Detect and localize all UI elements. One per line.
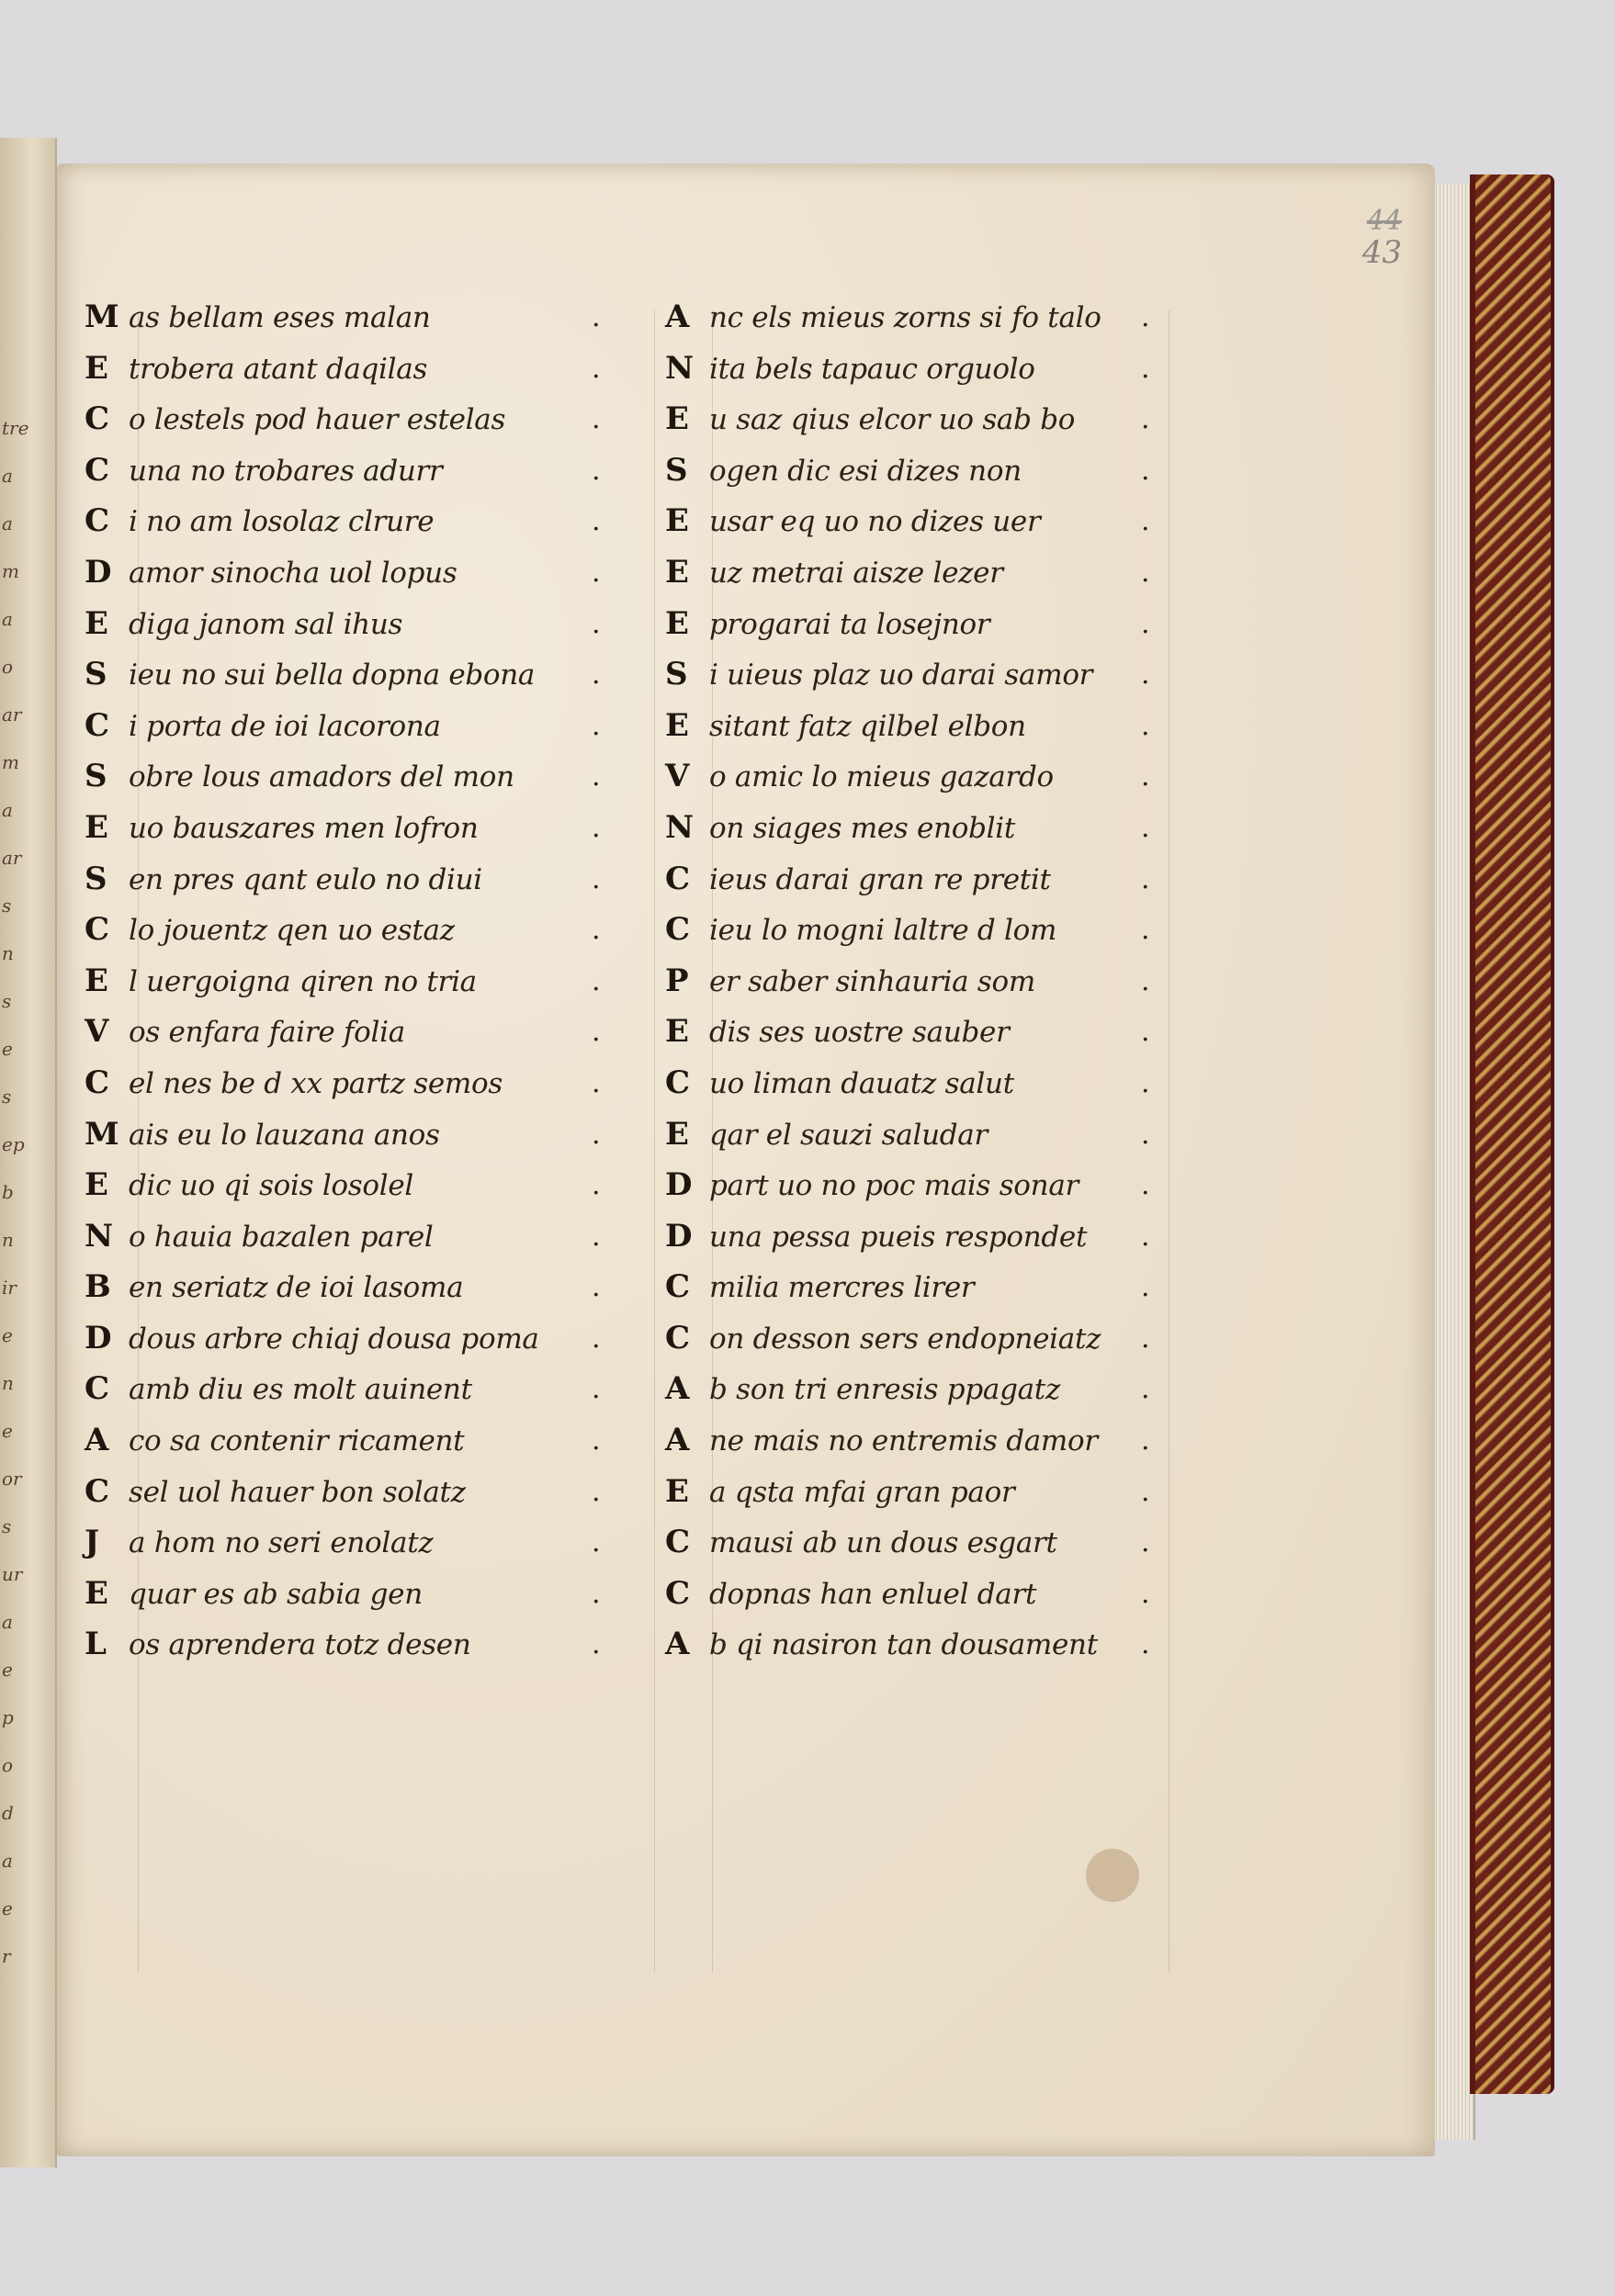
verse-line xyxy=(665,1058,1161,1109)
verse-punctus: . xyxy=(592,1118,601,1151)
verse-punctus: . xyxy=(1141,862,1150,895)
verse-line xyxy=(85,956,627,1007)
verse-text: en seriatz de ioi lasoma xyxy=(129,1271,464,1305)
verse-text: qar el sauzi saludar xyxy=(709,1118,988,1152)
verse-text: er saber sinhauria som xyxy=(709,964,1035,998)
verse-punctus: . xyxy=(1141,1169,1150,1202)
verse-punctus: . xyxy=(1141,709,1150,742)
folio-number xyxy=(1361,205,1402,271)
verse-punctus: . xyxy=(592,1220,601,1253)
verse-initial: S xyxy=(665,656,688,693)
verse-initial: N xyxy=(665,808,695,846)
verse-text: on siages mes enoblit xyxy=(709,811,1016,845)
verse-punctus: . xyxy=(1141,964,1150,997)
verse-initial: E xyxy=(85,1166,108,1204)
verse-initial: E xyxy=(665,604,689,642)
verse-line xyxy=(665,1262,1161,1313)
verse-text: amor sinocha uol lopus xyxy=(129,556,457,590)
verse-punctus: . xyxy=(1141,1066,1150,1099)
verse-line xyxy=(85,803,627,854)
folio-number-current: 43 xyxy=(1361,234,1402,271)
verse-line xyxy=(665,445,1161,497)
verse-text: ne mais no entremis damor xyxy=(709,1424,1098,1458)
verse-punctus: . xyxy=(592,403,601,436)
verse-initial: C xyxy=(665,1574,691,1612)
verse-line xyxy=(85,496,627,547)
verse-punctus: . xyxy=(1141,1475,1150,1508)
verse-punctus: . xyxy=(1141,658,1150,692)
verse-initial: E xyxy=(665,553,689,591)
verse-text: dic uo qi sois losolel xyxy=(129,1169,414,1203)
verse-initial: L xyxy=(85,1626,107,1663)
verse-initial: C xyxy=(665,911,691,949)
verse-initial: E xyxy=(665,1115,689,1153)
verse-punctus: . xyxy=(592,914,601,947)
verse-line xyxy=(665,547,1161,599)
verse-line xyxy=(665,751,1161,803)
verse-initial: D xyxy=(665,1166,693,1204)
verse-line xyxy=(665,1109,1161,1161)
verse-punctus: . xyxy=(1141,352,1150,385)
verse-punctus: . xyxy=(592,352,601,385)
verse-line xyxy=(665,343,1161,395)
verse-punctus: . xyxy=(1141,1526,1150,1559)
verse-line xyxy=(665,1364,1161,1415)
verse-line xyxy=(85,1619,627,1671)
verse-line xyxy=(85,1160,627,1211)
verse-punctus: . xyxy=(592,964,601,997)
verse-text: progarai ta losejnor xyxy=(709,607,990,641)
verse-initial: C xyxy=(665,1064,691,1101)
verse-line xyxy=(665,803,1161,854)
verse-line xyxy=(85,547,627,599)
verse-punctus: . xyxy=(592,709,601,742)
verse-initial: A xyxy=(665,298,690,335)
verse-line xyxy=(665,1517,1161,1569)
verse-punctus: . xyxy=(592,1475,601,1508)
verse-line xyxy=(665,292,1161,343)
verse-line xyxy=(85,1007,627,1058)
verse-punctus: . xyxy=(1141,607,1150,640)
verse-initial: E xyxy=(665,1013,689,1051)
verse-text: dis ses uostre sauber xyxy=(709,1016,1010,1050)
verse-text: sitant fatz qilbel elbon xyxy=(709,709,1026,743)
verse-text: amb diu es molt auinent xyxy=(129,1373,472,1407)
verse-initial: C xyxy=(665,1268,691,1306)
left-text-column xyxy=(85,292,627,1671)
verse-line xyxy=(665,1467,1161,1518)
manuscript-folio xyxy=(57,163,1435,2156)
verse-text: o amic lo mieus gazardo xyxy=(709,760,1054,794)
verse-line xyxy=(85,1313,627,1365)
verse-initial: C xyxy=(85,1370,110,1408)
verse-text: ogen dic esi dizes non xyxy=(709,454,1022,488)
verse-text: dopnas han enluel dart xyxy=(709,1577,1037,1611)
verse-line xyxy=(85,445,627,497)
verse-text: uz metrai aisze lezer xyxy=(709,556,1003,590)
verse-initial: C xyxy=(85,502,110,540)
verse-text: l uergoigna qiren no tria xyxy=(129,964,477,998)
verse-punctus: . xyxy=(592,1271,601,1304)
verse-text: milia mercres lirer xyxy=(709,1271,975,1305)
verse-text: b qi nasiron tan dousament xyxy=(709,1628,1098,1662)
verse-initial: S xyxy=(85,758,107,795)
verse-line xyxy=(665,1569,1161,1620)
verse-text: u saz qius elcor uo sab bo xyxy=(709,403,1076,437)
verse-text: as bellam eses malan xyxy=(129,301,431,334)
folio-number-struck: 44 xyxy=(1366,205,1402,237)
verse-punctus: . xyxy=(1141,1118,1150,1151)
verse-text: ais eu lo lauzana anos xyxy=(129,1118,440,1152)
verse-text: una pessa pueis respondet xyxy=(709,1220,1088,1254)
verse-initial: D xyxy=(85,553,112,591)
verse-line xyxy=(85,854,627,906)
verse-punctus: . xyxy=(1141,454,1150,487)
verse-initial: A xyxy=(665,1422,690,1459)
right-text-column xyxy=(665,292,1161,1671)
verse-initial: M xyxy=(85,298,119,335)
verse-initial: P xyxy=(665,962,689,999)
verse-line xyxy=(85,292,627,343)
verse-line xyxy=(665,1415,1161,1467)
verse-line xyxy=(665,649,1161,701)
verse-line xyxy=(665,1160,1161,1211)
binding-spine xyxy=(1470,174,1554,2094)
verse-text: dous arbre chiaj dousa poma xyxy=(129,1322,539,1356)
verse-initial: C xyxy=(665,860,691,897)
verse-text: lo jouentz qen uo estaz xyxy=(129,914,455,948)
verse-line xyxy=(85,649,627,701)
verse-text: b son tri enresis ppagatz xyxy=(709,1373,1060,1407)
verse-initial: V xyxy=(85,1013,109,1051)
verse-line xyxy=(85,1415,627,1467)
verse-text: a hom no seri enolatz xyxy=(129,1526,434,1560)
verse-line xyxy=(85,394,627,445)
verse-text: i porta de ioi lacorona xyxy=(129,709,441,743)
verse-punctus: . xyxy=(592,1526,601,1559)
verse-punctus: . xyxy=(592,1066,601,1099)
verse-initial: C xyxy=(85,451,110,489)
verse-initial: E xyxy=(85,604,108,642)
verse-line xyxy=(665,905,1161,956)
verse-text: ieu lo mogni laltre d lom xyxy=(709,914,1057,948)
verse-punctus: . xyxy=(1141,403,1150,436)
verse-text: part uo no poc mais sonar xyxy=(709,1169,1079,1203)
verse-initial: E xyxy=(665,1472,689,1510)
verse-initial: N xyxy=(85,1217,114,1255)
verse-punctus: . xyxy=(1141,1271,1150,1304)
verse-line xyxy=(85,905,627,956)
verse-initial: E xyxy=(665,706,689,744)
verse-initial: E xyxy=(85,808,108,846)
verse-initial: C xyxy=(85,706,110,744)
verse-initial: C xyxy=(665,1524,691,1561)
verse-initial: S xyxy=(85,860,107,897)
verse-punctus: . xyxy=(592,1577,601,1610)
verse-punctus: . xyxy=(592,1424,601,1458)
verse-punctus: . xyxy=(592,301,601,333)
verse-initial: M xyxy=(85,1115,119,1153)
verse-text: mausi ab un dous esgart xyxy=(709,1526,1057,1560)
facing-page-text-fragments: tre a a m a o ar m a ar s n s e s ep b n ir e n e or s ur a e p o d a e r xyxy=(2,417,29,1967)
verse-text: o hauia bazalen parel xyxy=(129,1220,434,1254)
verse-text: os aprendera totz desen xyxy=(129,1628,471,1662)
verse-line xyxy=(665,496,1161,547)
verse-text: quar es ab sabia gen xyxy=(129,1577,423,1611)
verse-line xyxy=(665,701,1161,752)
facing-page-edge xyxy=(0,138,57,2167)
verse-text: o lestels pod hauer estelas xyxy=(129,403,506,437)
verse-line xyxy=(665,956,1161,1007)
verse-line xyxy=(665,1007,1161,1058)
verse-text: usar eq uo no dizes uer xyxy=(709,505,1041,539)
verse-initial: C xyxy=(85,400,110,438)
verse-line xyxy=(85,1262,627,1313)
ruling-line xyxy=(654,310,655,1973)
verse-line xyxy=(85,1058,627,1109)
verse-punctus: . xyxy=(1141,1424,1150,1458)
verse-punctus: . xyxy=(1141,1373,1150,1406)
verse-punctus: . xyxy=(592,454,601,487)
verse-punctus: . xyxy=(1141,1628,1150,1661)
verse-text: ita bels tapauc orguolo xyxy=(709,352,1035,386)
verse-punctus: . xyxy=(592,607,601,640)
verse-line xyxy=(85,599,627,650)
verse-text: a qsta mfai gran paor xyxy=(709,1475,1015,1509)
verse-line xyxy=(665,394,1161,445)
verse-text: uo bauszares men lofron xyxy=(129,811,479,845)
verse-text: el nes be d xx partz semos xyxy=(129,1066,503,1100)
verse-punctus: . xyxy=(1141,760,1150,793)
verse-initial: E xyxy=(665,400,689,438)
verse-initial: J xyxy=(85,1524,100,1561)
verse-initial: D xyxy=(665,1217,693,1255)
verse-line xyxy=(665,599,1161,650)
verse-punctus: . xyxy=(592,1322,601,1355)
verse-punctus: . xyxy=(1141,556,1150,589)
verse-punctus: . xyxy=(1141,301,1150,333)
verse-line xyxy=(85,1211,627,1263)
verse-line xyxy=(665,854,1161,906)
verse-initial: C xyxy=(85,1472,110,1510)
verse-line xyxy=(85,751,627,803)
verse-line xyxy=(665,1619,1161,1671)
verse-punctus: . xyxy=(592,862,601,895)
verse-punctus: . xyxy=(1141,505,1150,538)
verse-line xyxy=(665,1313,1161,1365)
verse-line xyxy=(85,1517,627,1569)
verse-punctus: . xyxy=(592,811,601,844)
verse-initial: S xyxy=(665,451,688,489)
verse-initial: E xyxy=(85,962,108,999)
verse-punctus: . xyxy=(592,556,601,589)
verse-initial: E xyxy=(85,1574,108,1612)
verse-punctus: . xyxy=(1141,914,1150,947)
verse-text: uo liman dauatz salut xyxy=(709,1066,1014,1100)
verse-text: on desson sers endopneiatz xyxy=(709,1322,1101,1356)
verse-initial: B xyxy=(85,1268,111,1306)
verse-line xyxy=(85,1364,627,1415)
verse-text: i uieus plaz uo darai samor xyxy=(709,658,1093,692)
verse-line xyxy=(665,1211,1161,1263)
parchment-stain xyxy=(1086,1849,1139,1902)
verse-line xyxy=(85,343,627,395)
verse-punctus: . xyxy=(592,1373,601,1406)
verse-line xyxy=(85,701,627,752)
verse-punctus: . xyxy=(1141,1322,1150,1355)
verse-text: ieus darai gran re pretit xyxy=(709,862,1051,896)
verse-text: ieu no sui bella dopna ebona xyxy=(129,658,536,692)
verse-initial: E xyxy=(665,502,689,540)
verse-initial: D xyxy=(85,1319,112,1356)
verse-initial: C xyxy=(85,911,110,949)
verse-initial: A xyxy=(665,1370,690,1408)
verse-text: diga janom sal ihus xyxy=(129,607,403,641)
verse-punctus: . xyxy=(592,658,601,692)
verse-punctus: . xyxy=(592,1016,601,1049)
verse-punctus: . xyxy=(1141,1577,1150,1610)
verse-initial: A xyxy=(665,1626,690,1663)
verse-punctus: . xyxy=(592,505,601,538)
verse-line xyxy=(85,1467,627,1518)
verse-text: obre lous amadors del mon xyxy=(129,760,514,794)
verse-line xyxy=(85,1109,627,1161)
verse-initial: A xyxy=(85,1422,109,1459)
verse-text: nc els mieus zorns si fo talo xyxy=(709,301,1101,334)
verse-text: co sa contenir ricament xyxy=(129,1424,465,1458)
verse-initial: C xyxy=(665,1319,691,1356)
verse-punctus: . xyxy=(592,760,601,793)
verse-initial: N xyxy=(665,349,695,387)
verse-punctus: . xyxy=(592,1169,601,1202)
verse-punctus: . xyxy=(592,1628,601,1661)
verse-text: trobera atant daqilas xyxy=(129,352,428,386)
verse-text: i no am losolaz clrure xyxy=(129,505,435,539)
verse-text: en pres qant eulo no diui xyxy=(129,862,482,896)
verse-text: os enfara faire folia xyxy=(129,1016,405,1050)
verse-punctus: . xyxy=(1141,811,1150,844)
verse-initial: S xyxy=(85,656,107,693)
verse-punctus: . xyxy=(1141,1220,1150,1253)
verse-punctus: . xyxy=(1141,1016,1150,1049)
verse-initial: V xyxy=(665,758,690,795)
verse-line xyxy=(85,1569,627,1620)
verse-initial: C xyxy=(85,1064,110,1101)
verse-initial: E xyxy=(85,349,108,387)
verse-text: sel uol hauer bon solatz xyxy=(129,1475,466,1509)
verse-text: una no trobares adurr xyxy=(129,454,443,488)
